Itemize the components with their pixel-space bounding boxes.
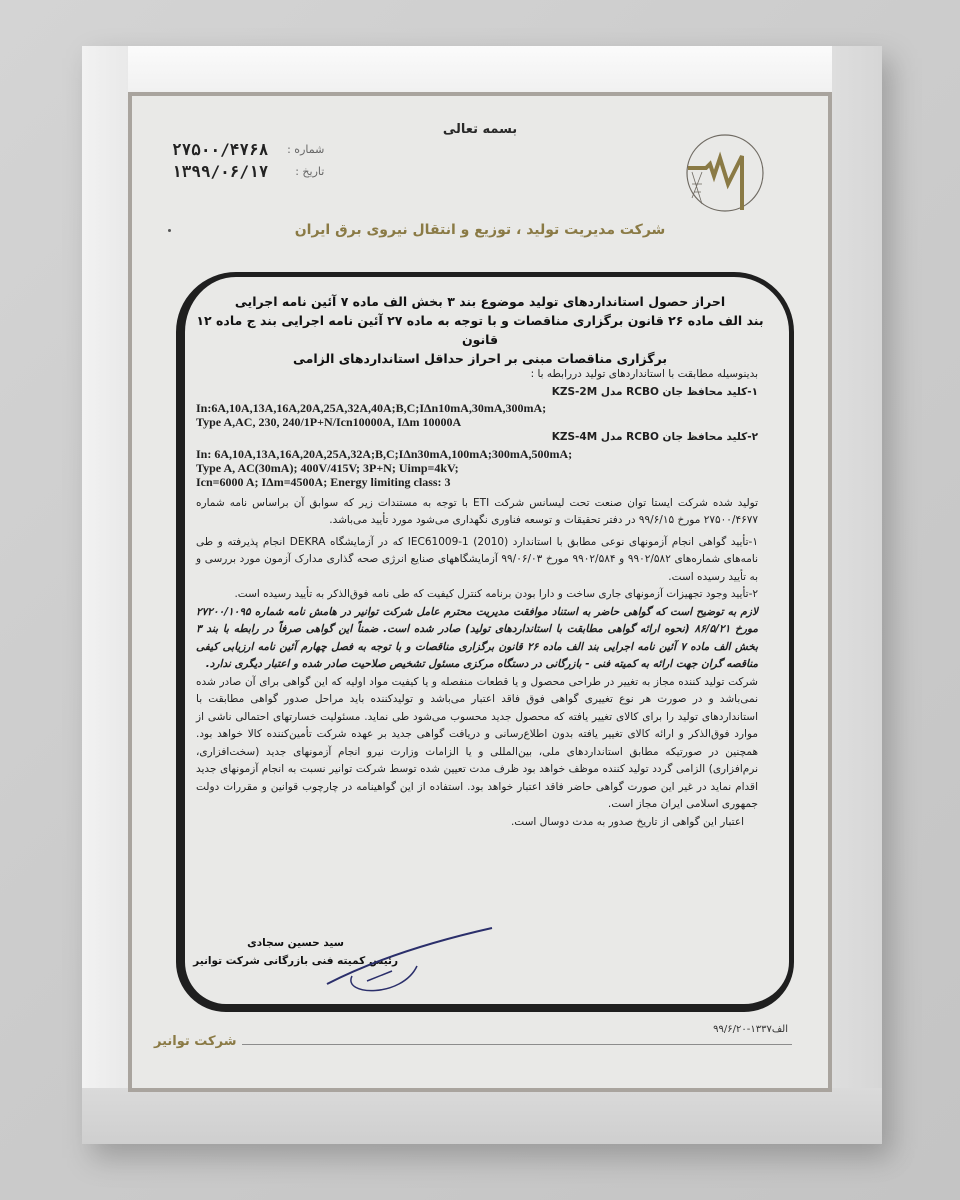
- decorative-dot: [168, 229, 171, 232]
- product-2-title: ۲-کلید محافظ جان RCBO مدل KZS-4M: [551, 431, 758, 443]
- frame-bevel-left: [82, 46, 128, 1144]
- intro-text: بدینوسیله مطابقت با استانداردهای تولید دررابطه با :: [530, 368, 758, 380]
- footer-organization: شرکت توانیر: [154, 1034, 237, 1049]
- product-1-spec: [196, 401, 758, 429]
- number-label: شماره :: [287, 142, 325, 156]
- manufacturer-paragraph: تولید شده شرکت ایستا توان صنعت تحت لیسانس شرکت ETI با توجه به مستندات زیر که سوابق آن براساس نامه شماره ۲۷۵۰۰/۴۶۷۷ مورخ ۹۹/۶/۱۵ در دفتر تحقیقات و توسعه فناوری نگهداری می‌شود مورد تأیید می‌باشد.: [196, 496, 759, 526]
- certificate-title: [192, 292, 768, 368]
- letter-meta: [172, 138, 324, 182]
- frame-bevel-top: [82, 46, 882, 94]
- number-row: [172, 138, 324, 160]
- spec-line: Type A,AC, 230, 240/1P+N/Icn10000A, IΔm 10000A: [196, 415, 462, 429]
- organization-name: شرکت مدیریت تولید ، توزیع و انتقال نیروی برق ایران: [294, 222, 666, 238]
- title-line-2: بند الف ماده ۲۶ قانون برگزاری مناقصات و با توجه به ماده ۲۷ آئین نامه اجرایی بند ج ماده ۱۲ قانون: [196, 313, 764, 347]
- footer-divider: [242, 1044, 792, 1045]
- conditions-paragraph: شرکت تولید کننده مجاز به تغییر در طراحی محصول و یا قطعات منفصله و یا کیفیت مواد اولیه که این گواهی برای آن صادر شده نمی‌باشد و در صورت هر نوع تغییری گواهی فوق فاقد اعتبار می‌باشد و تولیدکننده باید مراحل صدور گواهی مطابقت با استانداردهای تولید را برای کالای تغییر یافته که محصول جدید محسوب می‌شود طی نماید. مسئولیت خسارتهای احتمالی ناشی از موارد فوق‌الذکر و ارائه کالای تغییر یافته بدون اطلاع‌رسانی و دریافت گواهی جدید بر عهده شرکت تأمین‌کننده کالا خواهد بود. همچنین در صورتیکه مطابق استانداردهای ملی، بین‌المللی و یا الزامات وزارت نیرو انجام آزمونهای جدید (سخت‌افزاری، نرم‌افزاری) الزامی گردد تولید کننده موظف خواهد بود ظرف مدت تعیین شده توسط شرکت توانیر نسبت به انجام آزمونهای جدید اقدام نماید در غیر این صورت گواهی حاضر فاقد اعتبار خواهد بود. استفاده از این گواهینامه در چارچوب قوانین و مقررات دولت جمهوری اسلامی ایران مجاز است.: [196, 675, 758, 810]
- frame-bevel-bottom: [82, 1088, 882, 1144]
- title-line-1: احراز حصول استانداردهای تولید موضوع بند ۳ بخش الف ماده ۷ آئین نامه اجرایی: [234, 294, 726, 309]
- certificate-body: [196, 366, 758, 831]
- number-value: ۲۷۵۰۰/۴۷۶۸: [172, 139, 269, 159]
- confirmation-1: ۱-تأیید گواهی انجام آزمونهای نوعی مطابق با استاندارد IEC61009-1 (2010) که در آزمایشگاه DEKRA انجام پذیرفته و طی نامه‌های شماره‌های ۹۹۰۲/۵۸۲ و ۹۹۰۲/۵۸۴ مورخ ۹۹/۰۶/۰۳ آزمایشگاههای صنایع انرژی صحه گذاری مدارک آزمون مورد بررسی و به تأیید رسیده است.: [196, 535, 759, 583]
- date-row: [172, 160, 324, 182]
- confirmation-2: ۲-تأیید وجود تجهیزات آزمونهای جاری ساخت و دارا بودن برنامه کنترل کیفیت که طی نامه فوق‌الذکر به تأیید رسیده است.: [234, 588, 758, 600]
- spec-line: Icn=6000 A; IΔm=4500A; Energy limiting class: 3: [196, 474, 451, 489]
- title-line-3: برگزاری مناقصات مبنی بر احراز حداقل استانداردهای الزامی: [292, 351, 668, 366]
- spec-line: In:6A,10A,13A,16A,20A,25A,32A,40A;B,C;IΔn10mA,30mA,300mA;: [196, 401, 547, 415]
- validity-text: اعتبار این گواهی از تاریخ صدور به مدت دوسال است.: [510, 815, 744, 828]
- date-value: ۱۳۹۹/۰۶/۱۷: [172, 161, 269, 181]
- notice-paragraph: لازم به توضیح است که گواهی حاضر به استناد موافقت مدیریت محترم عامل شرکت توانیر در هامش نامه شماره ۲۷۲۰۰/۱۰۹۵ مورخ ۸۶/۵/۲۱ (نحوه ارائه گواهی مطابقت با استانداردهای تولید) صادر شده است. ضمناً این گواهی صرفاً در رابطه با بند ۳ بخش الف ماده ۷ آئین نامه اجرایی بند الف ماده ۲۶ قانون برگزاری مناقصات و با توجه به فصل چهارم آئین نامه ارزیابی کیفی مناقصه گران جهت ارائه به کمیته فنی - بازرگانی در دستگاه مرکزی مسئول تشخیص صلاحیت صادر شده و اعتبار دیگری ندارد.: [196, 605, 758, 670]
- date-label: تاریخ :: [295, 164, 325, 178]
- signatory-name: سید حسین سجادی: [247, 937, 344, 949]
- tavanir-logo-icon: [684, 132, 766, 214]
- spec-line: Type A, AC(30mA); 400V/415V; 3P+N; Uimp=4kV;: [196, 460, 459, 475]
- product-2-spec: [196, 447, 758, 489]
- certificate-document: [132, 96, 828, 1088]
- basmala-heading: بسمه تعالی: [442, 122, 518, 137]
- spec-line: In: 6A,10A,13A,16A,20A,25A,32A;B,C;IΔn30mA,100mA;300mA,500mA;: [196, 446, 573, 461]
- reference-code: الف۱۳۳۷-۹۹/۶/۲۰: [713, 1024, 788, 1035]
- signatory-position: رئیس کمیته فنی بازرگانی شرکت توانیر: [193, 955, 398, 967]
- signature-scrawl-icon: [322, 926, 502, 996]
- frame-mat: [128, 92, 832, 1092]
- product-1-title: ۱-کلید محافظ جان RCBO مدل KZS-2M: [551, 385, 758, 398]
- frame-bevel-right: [832, 46, 882, 1144]
